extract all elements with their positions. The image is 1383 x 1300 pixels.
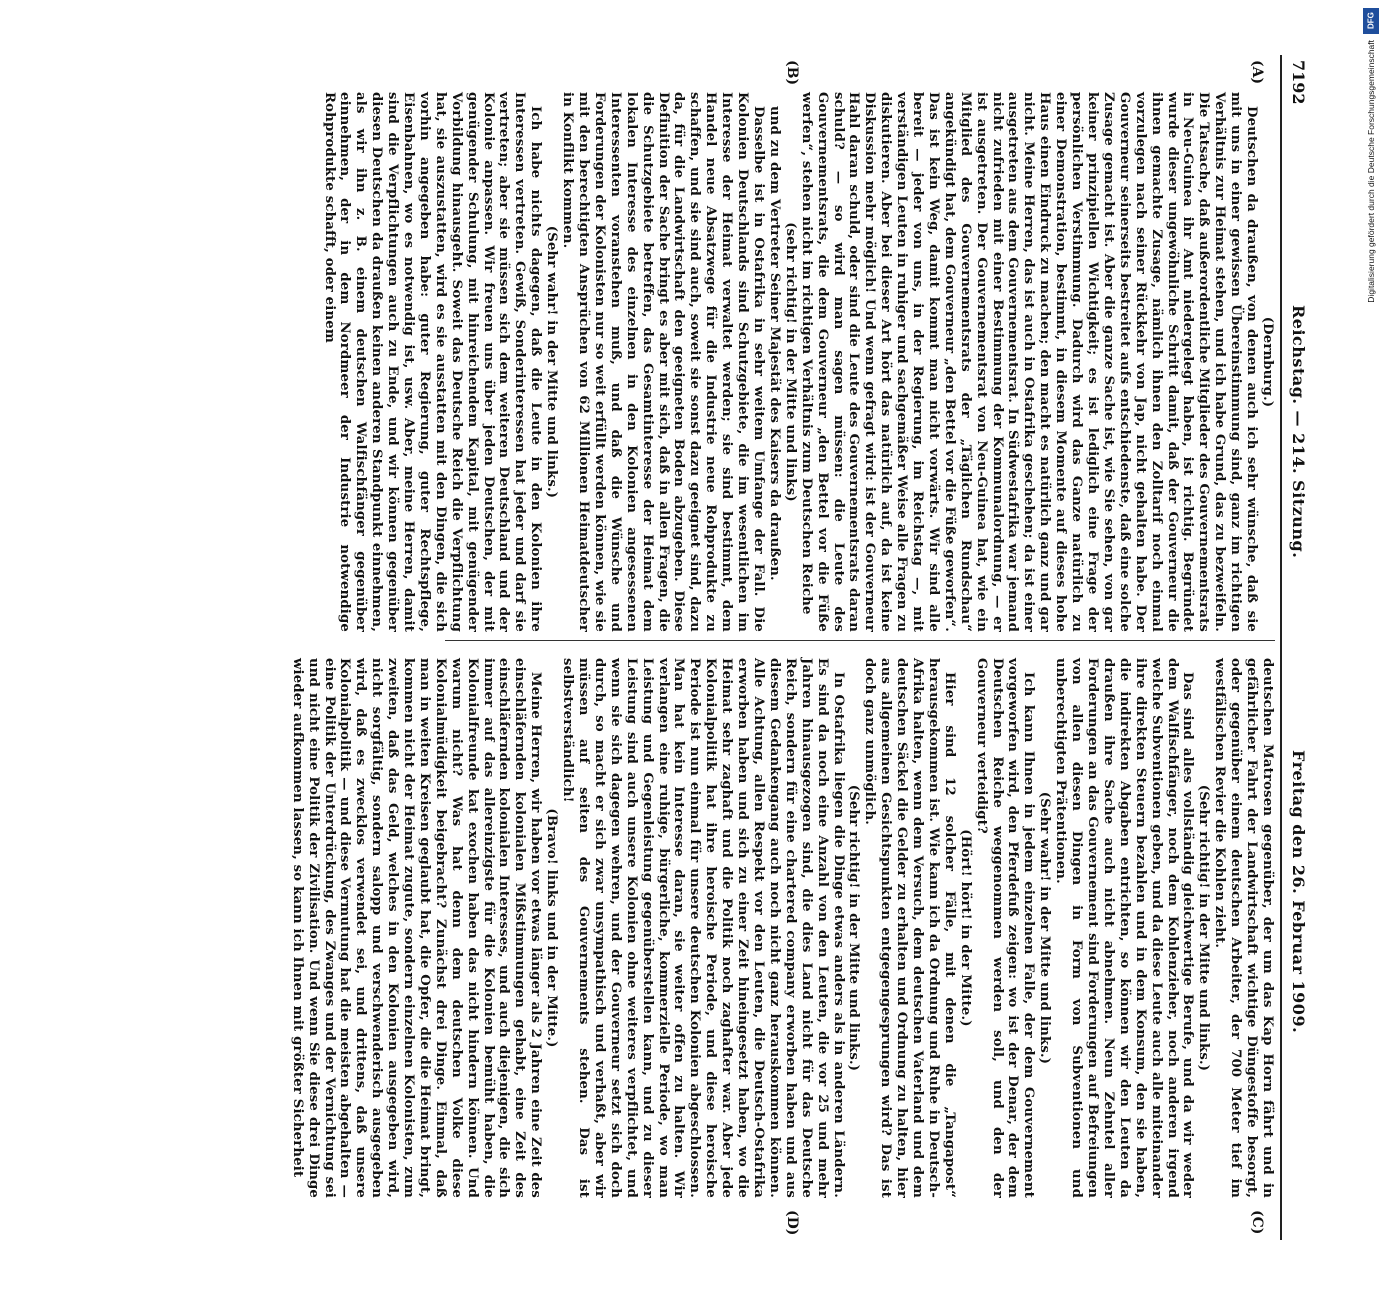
margin-mark-a: (A) bbox=[1249, 60, 1265, 85]
text-column-left bbox=[321, 92, 1275, 632]
session-date: Freitag den 26. Februar 1909. bbox=[1289, 750, 1308, 1034]
paragraph: Das sind alles vollständig gleichwertige Berufe, und da wir weder dem Walfischfänger, noch dem Kohlenzieher, noch anderen irgend welche Subventionen geben, und da diese Leute auch alle miteinander ihre direkten Steuern bezahlen und in dem Konsum, den sie haben, die indirekten Abgaben entrichten, so können wir den Leuten da draußen ihre Sache auch nicht abnehmen. Neun Zehntel aller Forderungen an das Gouvernement sind Forderungen auf Befreiungen von allen diesen Dingen in Form von Subventionen und unberechtigten Prätentionen. bbox=[1053, 658, 1196, 1198]
digitization-credit: Digitalisierung gefördert durch die Deutsche Forschungsgemeinschaft bbox=[1366, 40, 1376, 303]
paragraph: Meine Herren, wir haben vor etwas länger als 2 Jahren eine Zeit des einschläfernden kolonialen Mißstimmungen gehabt, eine Zeit des einschläfernden kolonialen Interesses, und auch diejenigen, die sich immer auf das allereinzigste für die Kolonien bemüht haben, die Kolonialfreunde kat exochen haben das nicht hindern können. Und warum nicht? Was hat denn dem deutschen Volke diese Kolonialmüdigkeit beigebracht? Zunächst drei Dinge. Einmal, daß man in weiten Kreisen geglaubt hat, die Opfer, die die Heimat bringt, kommen nicht der Heimat zugute, sondern einzelnen Kolonisten, zum zweiten, daß das Geld, welches in den Kolonien ausgegeben wird, nicht sorgfältig, sondern salopp und verschwenderisch ausgegeben wird, daß es zwecklos verwendet sei, und drittens, daß unsere Kolonialpolitik — und diese Vermutung hat die meisten abgehalten — eine Politik der Unterdrückung, des Zwanges und der Vernichtung sei und nicht eine Politik der Zivilisation. Und wenn Sie diese drei Dinge wieder aufkommen lassen, so kann ich Ihnen mit größter Sicherheit bbox=[289, 658, 544, 1198]
interjection: (Sehr richtig! in der Mitte und links.) bbox=[1196, 784, 1212, 1072]
dfg-logo: DFG bbox=[1363, 8, 1379, 34]
page-header bbox=[1284, 60, 1308, 1290]
margin-mark-d: (D) bbox=[784, 1210, 800, 1236]
interjection: (Hört! hört! in der Mitte.) bbox=[957, 829, 973, 1027]
page-number: 7192 bbox=[1289, 60, 1308, 105]
paragraph: deutschen Matrosen gegenüber, der um das Kap Horn fährt und in gefährlicher Fahrt der Landwirtschaft wichtige Düngestoffe besorgt, oder gegenüber einem deutschen Arbeiter, der 700 Meter tief im westfälischen Revier die Kohlen zieht. bbox=[1212, 658, 1275, 1198]
interjection: (sehr richtig! in der Mitte und links) bbox=[782, 222, 798, 502]
paragraph: Deutschen da draußen, von denen auch ich sehr wünsche, daß sie mit uns in einer gewissen Übereinstimmung sind, ganz im richtigen Verhältnis zur Heimat stehen, und ich habe Grund, das zu bezweifeln. Die Tatsache, daß außerordentliche Mitglieder des Gouvernementsrats in Neu-Guinea ihr Amt niedergelegt haben, ist richtig. Begründet wurde dieser ungewöhnliche Schritt damit, daß der Gouverneur die ihnen gemachte Zusage, nämlich ihnen den Zolltarif noch einmal vorzulegen nach seiner Rückkehr von Jap, nicht gehalten habe. Der Gouverneur seinerseits bestreitet aufs entschiedenste, daß eine solche Zusage gemacht ist. Aber die ganze Sache ist, wie Sie sehen, von gar keiner prinzipiellen Wichtigkeit; es ist lediglich eine Frage der persönlichen Verstimmung. Dadurch wird das Ganze natürlich zu einer Demonstration, bestimmt, in diesem Momente auf dieses hohe Haus einen Eindruck zu machen; den macht es natürlich ganz und gar nicht. Meine Herren, das ist auch in Ostafrika geschehen; da ist einer ausgetreten aus dem Gouvernementsrat. In Südwestafrika war jemand nicht zufrieden mit einer Bestimmung der Kommunalordnung, — er ist ausgetreten. Der Gouvernementsrat von Neu-Guinea hat, wie ein Mitglied des Gouvernementsrats der „Täglichen Rundschau“ angekündigt hat, dem Gouverneur „den Bettel vor die Füße geworfen“. Das ist kein Weg, damit kommt man nicht vorwärts. Wir sind alle bereit — jeder von uns, in der Regierung, im Reichstag —, mit verständigen Leuten in ruhiger und sachgemäßer Weise alle Fragen zu diskutieren. Aber bei dieser Art hört das natürlich auf, da ist keine Diskussion mehr möglich! Und wenn gefragt wird: ist der Gouverneur Hahl daran schuld, oder sind die Leute des Gouvernementsrats daran schuld? — so wird man sagen müssen: die Leute des Gouvernementsrats, die dem Gouverneur „den Bettel vor die Füße werfen“, stehen nicht im richtigen Verhältnis zum Deutschen Reiche bbox=[798, 92, 1260, 632]
interjection: (Sehr wahr! in der Mitte und links.) bbox=[544, 225, 560, 499]
rotated-page bbox=[289, 0, 1360, 1300]
paragraph: Ich kann Ihnen in jedem einzelnen Falle, der dem Gouvernement vorgeworfen wird, den Pferdefuß zeigen: wo ist der Denar, der dem Deutschen Reiche weggenommen werden soll, und den der Gouverneur verteidigt? bbox=[973, 658, 1037, 1198]
interjection: (Sehr wahr! in der Mitte und links.) bbox=[1037, 791, 1053, 1065]
header-rule bbox=[1280, 55, 1282, 1240]
interjection: (Bravo! links und in der Mitte.) bbox=[544, 808, 560, 1048]
paragraph: Dasselbe ist in Ostafrika in sehr weitem Umfange der Fall. Die Kolonien Deutschlands sind Schutzgebiete, die im wesentlichen im Interesse der Heimat verwaltet werden; sie sind bestimmt, dem Handel neue Absatzwege für die Industrie neue Rohprodukte zu schaffen, und sie sind auch, soweit sie sonst dazu geeignet sind, dazu da, für die Landwirtschaft den geeigneten Boden abzugeben. Diese Definition der Sache bringt es aber mit sich, daß in allen Fragen, die die Schutzgebiete betreffen, das Gesamtinteresse der Heimat dem lokalen Interesse des einzelnen in den Kolonien angesessenen Interessenten voranstehen muß, und daß die Wünsche und Forderungen der Kolonisten nur so weit erfüllt werden können, wie sie mit den berechtigten Ansprüchen von 62 Millionen Heimatdeutscher in Konflikt kommen. bbox=[560, 92, 766, 632]
paragraph: und zu dem Vertreter Seiner Majestät des Kaisers da draußen. bbox=[766, 106, 782, 581]
margin-mark-c: (C) bbox=[1249, 1210, 1265, 1235]
margin-mark-b: (B) bbox=[784, 60, 800, 86]
session-title: Reichstag. — 214. Sitzung. bbox=[1289, 305, 1308, 559]
paragraph: Hier sind 12 solcher Fälle, mit denen die „Tangapost“ herausgekommen ist. Wie kann ich da Ordnung und Ruhe in Deutsch-Afrika halten, wenn dem Versuch, dem deutschen Vaterland und dem deutschen Säckel die Gelder zu erhalten und Ordnung zu halten, hier aus allgemeinen Gesichtspunkten entgegengesprungen wird? Das ist doch ganz unmöglich. bbox=[862, 658, 957, 1198]
paragraph: Ich habe nichts dagegen, daß die Leute in den Kolonien ihre Interessen vertreten. Gewiß, Sonderinteressen hat jeder und darf sie vertreten; aber sie müssen sich dem weiteren Deutschland und der Kolonie anpassen. Wir freuen uns über jeden Deutschen, der mit genügender Schulung, mit hinreichendem Kapital, mit genügender Vorbildung hinausgeht. Soweit das Deutsche Reich die Verpflichtung hat, sie auszustatten, wird es sie ausstatten mit den Dingen, die sich vorhin angegeben habe: guter Regierung, guter Rechtspflege, Eisenbahnen, wo es notwendig ist, usw. Aber, meine Herren, damit sind die Verpflichtungen auch zu Ende, und wir können gegenüber diesen Deutschen da draußen keinen anderen Standpunkt einnehmen, als wir ihn z. B. einem deutschen Walfischfänger gegenüber einnehmen, der in dem Nordmeer der Industrie notwendige Rohprodukte schafft, oder einem bbox=[321, 92, 544, 632]
interjection: (Sehr richtig! in der Mitte und links.) bbox=[846, 784, 862, 1072]
text-column-right bbox=[289, 658, 1275, 1198]
interjection: (Dernburg.) bbox=[1260, 316, 1275, 408]
paragraph: In Ostafrika liegen die Dinge etwas anders als in anderen Ländern. Es sind da noch eine Anzahl von den Leuten, die vor 25 und mehr Jahren hinausgezogen sind, die dies Land nicht für das Deutsche Reich, sondern für eine chartered company erworben haben und aus diesem Gedankengang auch noch nicht ganz herauskommen können. Alle Achtung, allen Respekt vor den Leuten, die Deutsch-Ostafrika erworben haben und sich zu einer Zeit hineingesetzt haben, wo die Heimat sehr zaghaft und die Politik noch zaghafter war. Aber jede Kolonialpolitik hat ihre heroische Periode, und diese heroische Periode ist nun einmal für unsere deutschen Kolonien abgeschlossen. Man hat kein Interesse daran, sie weiter offen zu halten. Wir verlangen eine ruhige, bürgerliche, kommerzielle Periode, wo man Leistung und Gegenleistung gegenüberstellen kann, und zu dieser Leistung sind auch unsere Kolonien ohne weiteres verpflichtet, und wenn sie sich dagegen wehren, und der Gouverneur setzt sich doch durch, so macht er sich zwar unsympathisch und verhaßt, aber wir müssen auf seiten des Gouvernements stehen. Das ist selbstverständlich! bbox=[560, 658, 846, 1198]
column-divider bbox=[445, 640, 1275, 641]
